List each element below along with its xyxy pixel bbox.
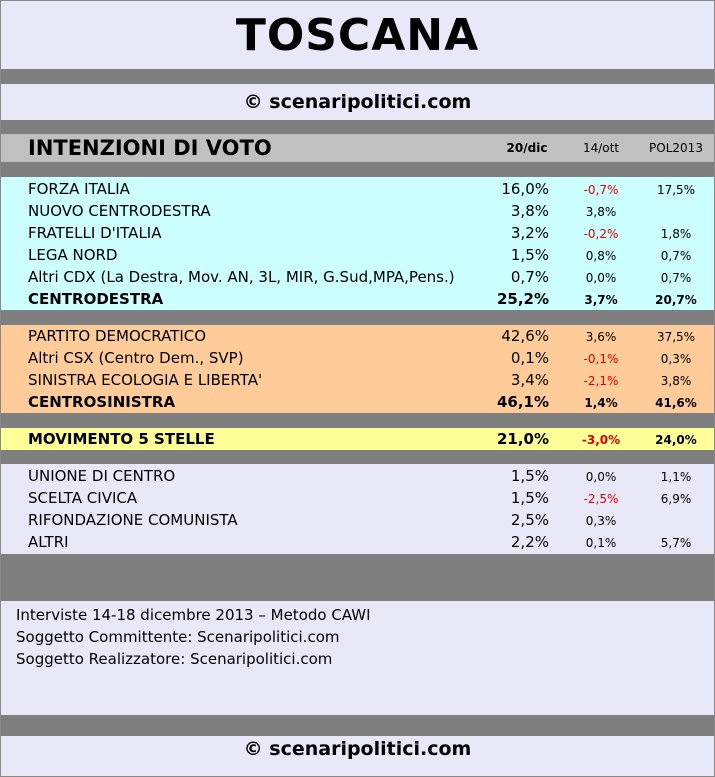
table-row <box>1 178 714 200</box>
party-pol2013: 5,7% <box>660 536 692 550</box>
table-row <box>1 487 714 509</box>
total-row-m5s <box>1 428 714 450</box>
group-total-name: CENTROSINISTRA <box>28 393 176 411</box>
group-total-value: 21,0% <box>496 430 549 448</box>
table-row <box>1 325 714 347</box>
party-value: 2,5% <box>510 511 549 529</box>
header-col-14ott: 14/ott <box>582 141 620 155</box>
party-delta: 0,1% <box>585 536 617 550</box>
party-name: RIFONDAZIONE COMUNISTA <box>28 511 238 529</box>
group-total-value: 46,1% <box>496 393 549 411</box>
copyright-bottom: © scenaripolitici.com <box>243 738 472 760</box>
methodology-note <box>16 604 371 670</box>
party-delta: -0,7% <box>583 183 619 197</box>
party-value: 3,2% <box>510 224 549 242</box>
group-total-delta: -3,0% <box>581 433 621 447</box>
header-col-20dic: 20/dic <box>506 141 548 155</box>
party-name: ALTRI <box>28 533 69 551</box>
divider <box>1 69 714 84</box>
group-total-pol2013: 41,6% <box>655 396 697 410</box>
footer-line-realizzatore: Soggetto Realizzatore: Scenaripolitici.com <box>16 650 333 668</box>
party-value: 1,5% <box>510 489 549 507</box>
divider <box>1 450 714 464</box>
party-delta: 0,0% <box>585 271 617 285</box>
party-delta: 0,0% <box>585 470 617 484</box>
party-pol2013: 0,7% <box>660 271 692 285</box>
party-delta: 3,8% <box>585 205 617 219</box>
group-total-delta: 1,4% <box>584 396 618 410</box>
table-row <box>1 222 714 244</box>
party-delta: -0,1% <box>583 352 619 366</box>
party-delta: 0,8% <box>585 249 617 263</box>
group-total-name: MOVIMENTO 5 STELLE <box>28 430 215 448</box>
party-pol2013: 1,8% <box>660 227 692 241</box>
footer-line-interviews: Interviste 14-18 dicembre 2013 – Metodo CAWI <box>16 606 371 624</box>
table-row <box>1 244 714 266</box>
party-value: 16,0% <box>501 180 549 198</box>
party-pol2013: 0,7% <box>660 249 692 263</box>
party-pol2013: 0,3% <box>660 352 692 366</box>
section-centrosinistra <box>1 325 714 413</box>
section-m5s <box>1 428 714 450</box>
section-centrodestra <box>1 177 714 310</box>
divider <box>1 715 714 736</box>
party-value: 3,4% <box>510 371 549 389</box>
party-name: UNIONE DI CENTRO <box>28 467 176 485</box>
party-name: LEGA NORD <box>28 246 118 264</box>
table-row <box>1 531 714 553</box>
section-others <box>1 464 714 554</box>
party-value: 1,5% <box>510 467 549 485</box>
divider <box>1 310 714 325</box>
party-pol2013: 17,5% <box>656 183 696 197</box>
party-pol2013: 37,5% <box>656 330 696 344</box>
party-value: 1,5% <box>510 246 549 264</box>
group-total-delta: 3,7% <box>584 293 618 307</box>
total-row-centrodestra <box>1 288 714 310</box>
party-pol2013: 3,8% <box>660 374 692 388</box>
footer-line-committente: Soggetto Committente: Scenaripolitici.com <box>16 628 340 646</box>
party-value: 42,6% <box>501 327 549 345</box>
party-name: PARTITO DEMOCRATICO <box>28 327 207 345</box>
group-total-pol2013: 20,7% <box>655 293 697 307</box>
party-value: 3,8% <box>510 202 549 220</box>
copyright-top: © scenaripolitici.com <box>243 91 472 113</box>
table-row <box>1 266 714 288</box>
table-row <box>1 369 714 391</box>
party-name: FRATELLI D'ITALIA <box>28 224 162 242</box>
party-delta: -2,5% <box>583 492 619 506</box>
party-value: 0,7% <box>510 268 549 286</box>
party-name: SCELTA CIVICA <box>28 489 138 507</box>
group-total-pol2013: 24,0% <box>655 433 697 447</box>
group-total-value: 25,2% <box>496 290 549 308</box>
party-name: Altri CDX (La Destra, Mov. AN, 3L, MIR, G.Sud,MPA,Pens.) <box>28 268 455 286</box>
table-header <box>1 134 714 162</box>
party-name: NUOVO CENTRODESTRA <box>28 202 211 220</box>
party-delta: 3,6% <box>585 330 617 344</box>
party-pol2013: 1,1% <box>660 470 692 484</box>
divider <box>1 120 714 134</box>
divider <box>1 554 714 601</box>
party-value: 0,1% <box>510 349 549 367</box>
divider <box>1 162 714 177</box>
total-row-centrosinistra <box>1 391 714 413</box>
party-delta: -2,1% <box>583 374 619 388</box>
party-delta: 0,3% <box>585 514 617 528</box>
party-name: FORZA ITALIA <box>28 180 130 198</box>
table-row <box>1 347 714 369</box>
header-col-pol2013: POL2013 <box>649 141 703 155</box>
party-delta: -0,2% <box>583 227 619 241</box>
party-name: SINISTRA ECOLOGIA E LIBERTA' <box>28 371 263 389</box>
party-pol2013: 6,9% <box>660 492 692 506</box>
party-value: 2,2% <box>510 533 549 551</box>
header-label: INTENZIONI DI VOTO <box>28 136 272 160</box>
table-row <box>1 509 714 531</box>
page-title: TOSCANA <box>1 1 714 69</box>
divider <box>1 413 714 428</box>
table-row <box>1 200 714 222</box>
party-name: Altri CSX (Centro Dem., SVP) <box>28 349 244 367</box>
table-row <box>1 465 714 487</box>
group-total-name: CENTRODESTRA <box>28 290 164 308</box>
